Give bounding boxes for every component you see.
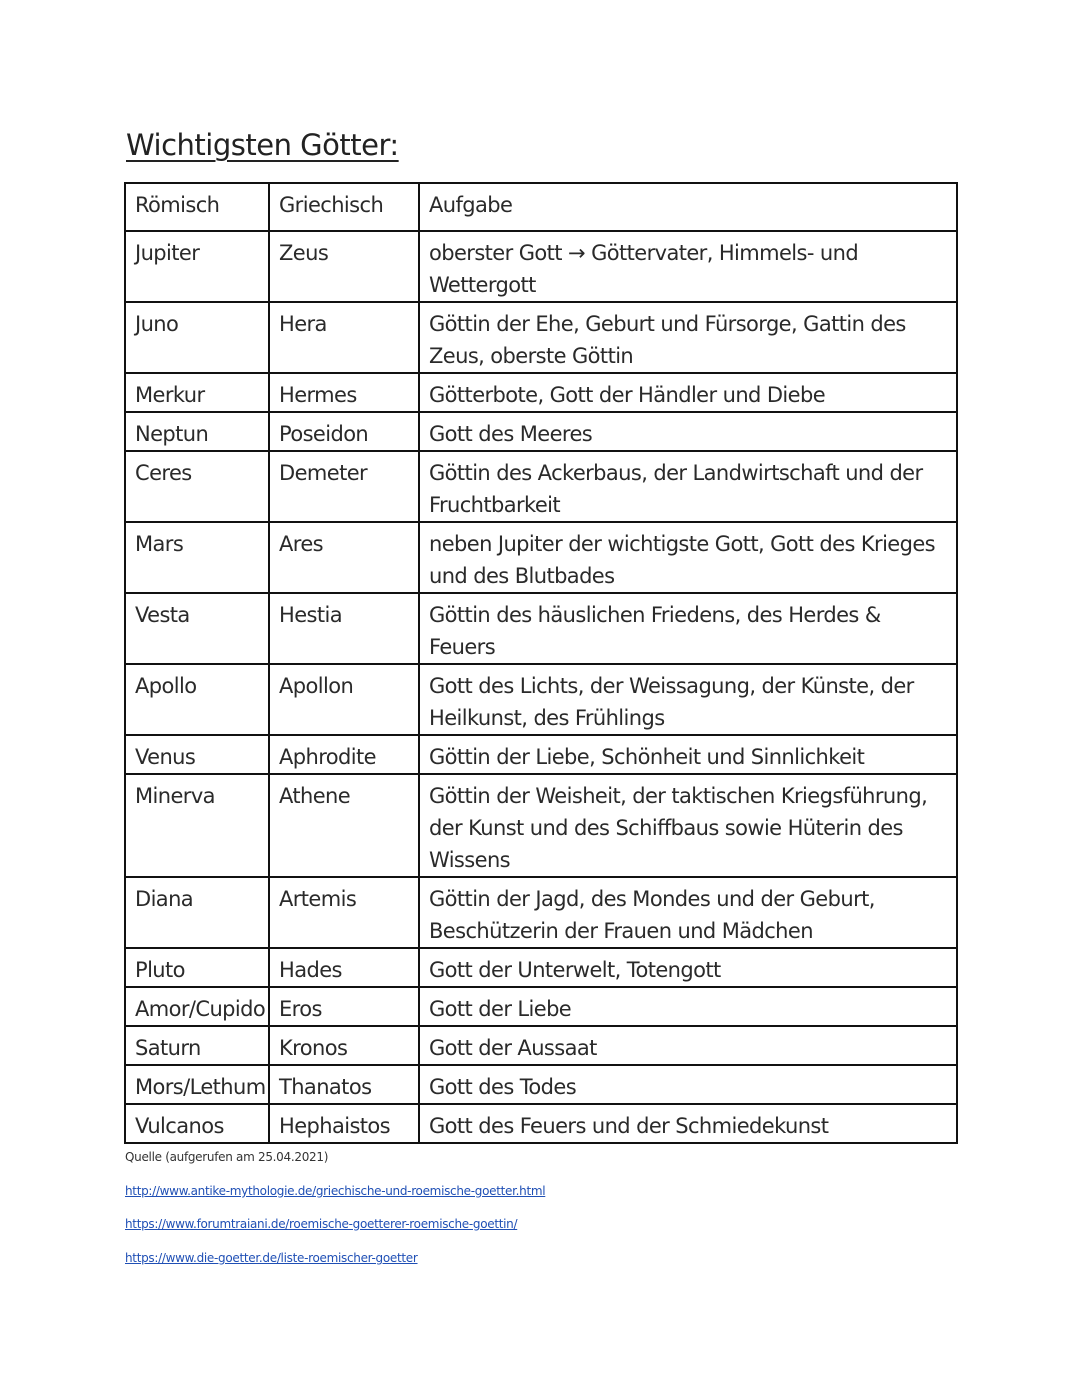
roman-name-cell: Saturn [125, 1026, 269, 1065]
table-row [125, 774, 957, 877]
greek-name-cell: Artemis [269, 877, 419, 948]
table-row [125, 1065, 957, 1104]
task-cell: Göttin der Weisheit, der taktischen Kriegsführung, der Kunst und des Schiffbaus sowie Hüterin des Wissens [419, 774, 957, 877]
greek-name-cell: Thanatos [269, 1065, 419, 1104]
source-link[interactable]: https://www.die-goetter.de/liste-roemischer-goetter [125, 1251, 418, 1265]
task-cell: Göttin der Liebe, Schönheit und Sinnlichkeit [419, 735, 957, 774]
task-cell: Götterbote, Gott der Händler und Diebe [419, 373, 957, 412]
greek-name-cell: Poseidon [269, 412, 419, 451]
header-roman: Römisch [125, 183, 269, 231]
task-cell: Göttin des häuslichen Friedens, des Herdes & Feuers [419, 593, 957, 664]
greek-name-cell: Aphrodite [269, 735, 419, 774]
greek-name-cell: Hera [269, 302, 419, 373]
table-row [125, 664, 957, 735]
roman-name-cell: Mors/Lethum [125, 1065, 269, 1104]
greek-name-cell: Hestia [269, 593, 419, 664]
source-link[interactable]: https://www.forumtraiani.de/roemische-goetterer-roemische-goettin/ [125, 1217, 518, 1231]
greek-name-cell: Apollon [269, 664, 419, 735]
roman-name-cell: Neptun [125, 412, 269, 451]
greek-name-cell: Demeter [269, 451, 419, 522]
table-row [125, 593, 957, 664]
table-row [125, 735, 957, 774]
roman-name-cell: Diana [125, 877, 269, 948]
task-cell: Gott der Unterwelt, Totengott [419, 948, 957, 987]
task-cell: Gott der Aussaat [419, 1026, 957, 1065]
greek-name-cell: Hephaistos [269, 1104, 419, 1143]
task-cell: oberster Gott → Göttervater, Himmels- und Wettergott [419, 231, 957, 302]
task-cell: Göttin der Ehe, Geburt und Fürsorge, Gattin des Zeus, oberste Göttin [419, 302, 957, 373]
roman-name-cell: Vulcanos [125, 1104, 269, 1143]
table-row [125, 1104, 957, 1143]
page-title: Wichtigsten Götter: [126, 128, 399, 162]
roman-name-cell: Mars [125, 522, 269, 593]
greek-name-cell: Hermes [269, 373, 419, 412]
task-cell: Gott des Todes [419, 1065, 957, 1104]
roman-name-cell: Pluto [125, 948, 269, 987]
greek-name-cell: Zeus [269, 231, 419, 302]
roman-name-cell: Juno [125, 302, 269, 373]
table-row [125, 412, 957, 451]
task-cell: Gott des Lichts, der Weissagung, der Künste, der Heilkunst, des Frühlings [419, 664, 957, 735]
roman-name-cell: Jupiter [125, 231, 269, 302]
table-header-row [125, 183, 957, 231]
table-row [125, 1026, 957, 1065]
table-row [125, 373, 957, 412]
greek-name-cell: Hades [269, 948, 419, 987]
roman-name-cell: Ceres [125, 451, 269, 522]
roman-name-cell: Amor/Cupido [125, 987, 269, 1026]
roman-name-cell: Minerva [125, 774, 269, 877]
table-row [125, 451, 957, 522]
roman-name-cell: Apollo [125, 664, 269, 735]
greek-name-cell: Ares [269, 522, 419, 593]
task-cell: Gott des Feuers und der Schmiedekunst [419, 1104, 957, 1143]
source-link[interactable]: http://www.antike-mythologie.de/griechische-und-roemische-goetter.html [125, 1184, 546, 1198]
header-greek: Griechisch [269, 183, 419, 231]
source-label: Quelle (aufgerufen am 25.04.2021) [125, 1150, 329, 1164]
task-cell: Göttin der Jagd, des Mondes und der Geburt, Beschützerin der Frauen und Mädchen [419, 877, 957, 948]
header-task: Aufgabe [419, 183, 957, 231]
greek-name-cell: Athene [269, 774, 419, 877]
greek-name-cell: Eros [269, 987, 419, 1026]
table-row [125, 948, 957, 987]
table-row [125, 231, 957, 302]
task-cell: Göttin des Ackerbaus, der Landwirtschaft und der Fruchtbarkeit [419, 451, 957, 522]
roman-name-cell: Merkur [125, 373, 269, 412]
task-cell: Gott des Meeres [419, 412, 957, 451]
task-cell: neben Jupiter der wichtigste Gott, Gott des Krieges und des Blutbades [419, 522, 957, 593]
table-row [125, 302, 957, 373]
table-row [125, 877, 957, 948]
roman-name-cell: Vesta [125, 593, 269, 664]
table-row [125, 522, 957, 593]
roman-name-cell: Venus [125, 735, 269, 774]
table-row [125, 987, 957, 1026]
greek-name-cell: Kronos [269, 1026, 419, 1065]
task-cell: Gott der Liebe [419, 987, 957, 1026]
gods-table [124, 182, 958, 1144]
